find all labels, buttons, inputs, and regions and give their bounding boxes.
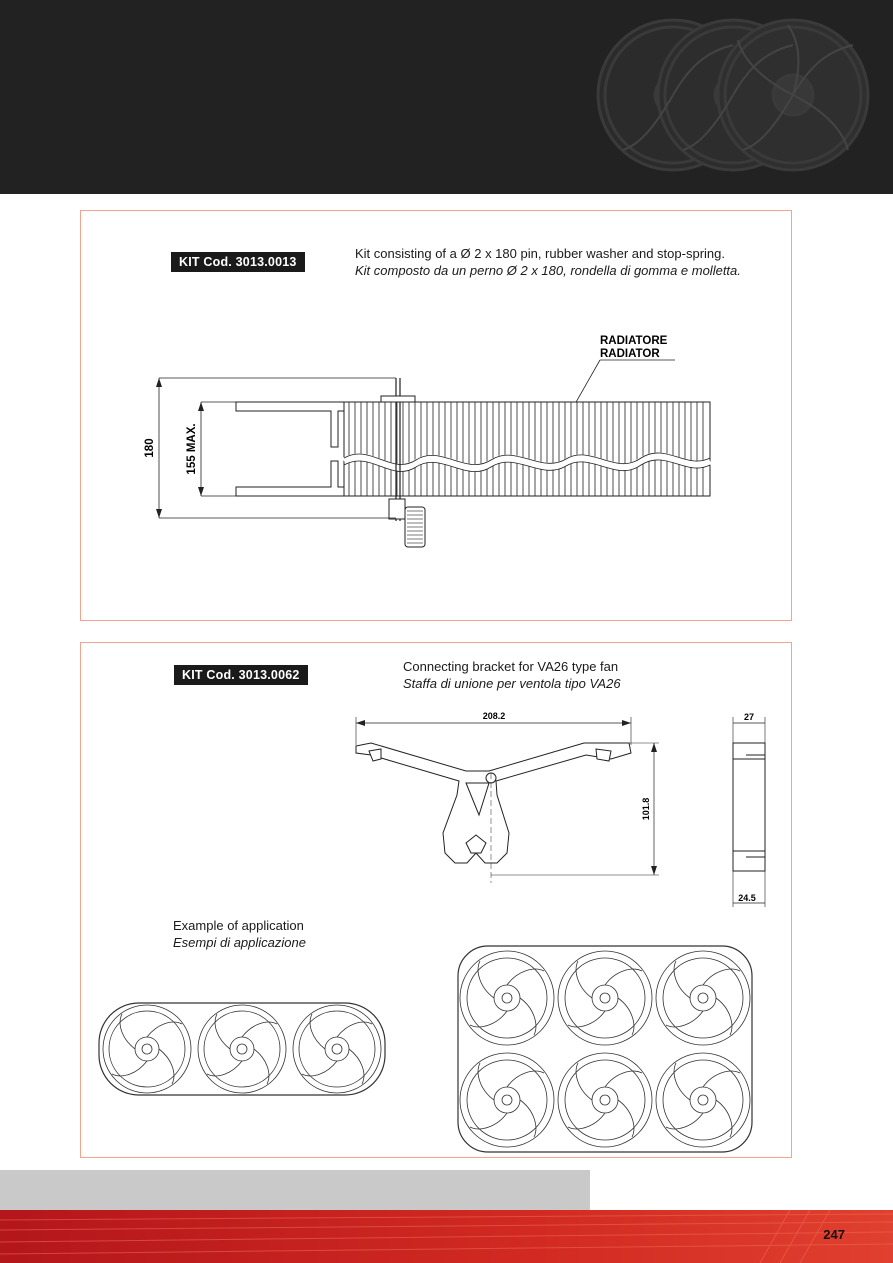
bracket-side-view	[733, 743, 765, 871]
example-italian: Esempi di applicazione	[173, 935, 306, 950]
bracket-shape	[356, 743, 631, 863]
dimension-101-8: 101.8	[641, 797, 651, 821]
radiator-mounting-drawing	[81, 211, 793, 622]
dimension-24-5: 24.5	[738, 893, 756, 903]
description-italian: Kit composto da un perno Ø 2 x 180, rondella di gomma e molletta.	[355, 263, 741, 278]
page-header	[0, 0, 893, 194]
kit-code-badge: KIT Cod. 3013.0062	[174, 665, 308, 685]
dimension-208-2: 208.2	[482, 711, 506, 721]
kit-3013-0013-panel	[80, 210, 792, 621]
description-english: Connecting bracket for VA26 type fan	[403, 659, 619, 674]
fans-header-image	[593, 0, 893, 194]
footer-gray-band	[0, 1170, 590, 1210]
dimension-180: 180	[144, 438, 156, 458]
description-english: Kit consisting of a Ø 2 x 180 pin, rubber washer and stop-spring.	[355, 246, 725, 261]
page-number: 247	[823, 1227, 845, 1242]
dimension-27: 27	[743, 712, 755, 722]
label-radiator: RADIATOR	[600, 348, 660, 360]
six-fan-grid-example	[455, 943, 755, 1155]
kit-3013-0062-panel	[80, 642, 792, 1158]
dimension-155-max: 155 MAX.	[186, 423, 198, 475]
description-italian: Staffa di unione per ventola tipo VA26	[403, 676, 621, 691]
three-fan-row-example	[97, 999, 387, 1099]
footer-red-band	[0, 1210, 893, 1263]
kit-code-badge: KIT Cod. 3013.0013	[171, 252, 305, 272]
example-english: Example of application	[173, 918, 304, 933]
label-radiatore: RADIATORE	[600, 335, 668, 347]
footer-stripes	[0, 1210, 893, 1263]
